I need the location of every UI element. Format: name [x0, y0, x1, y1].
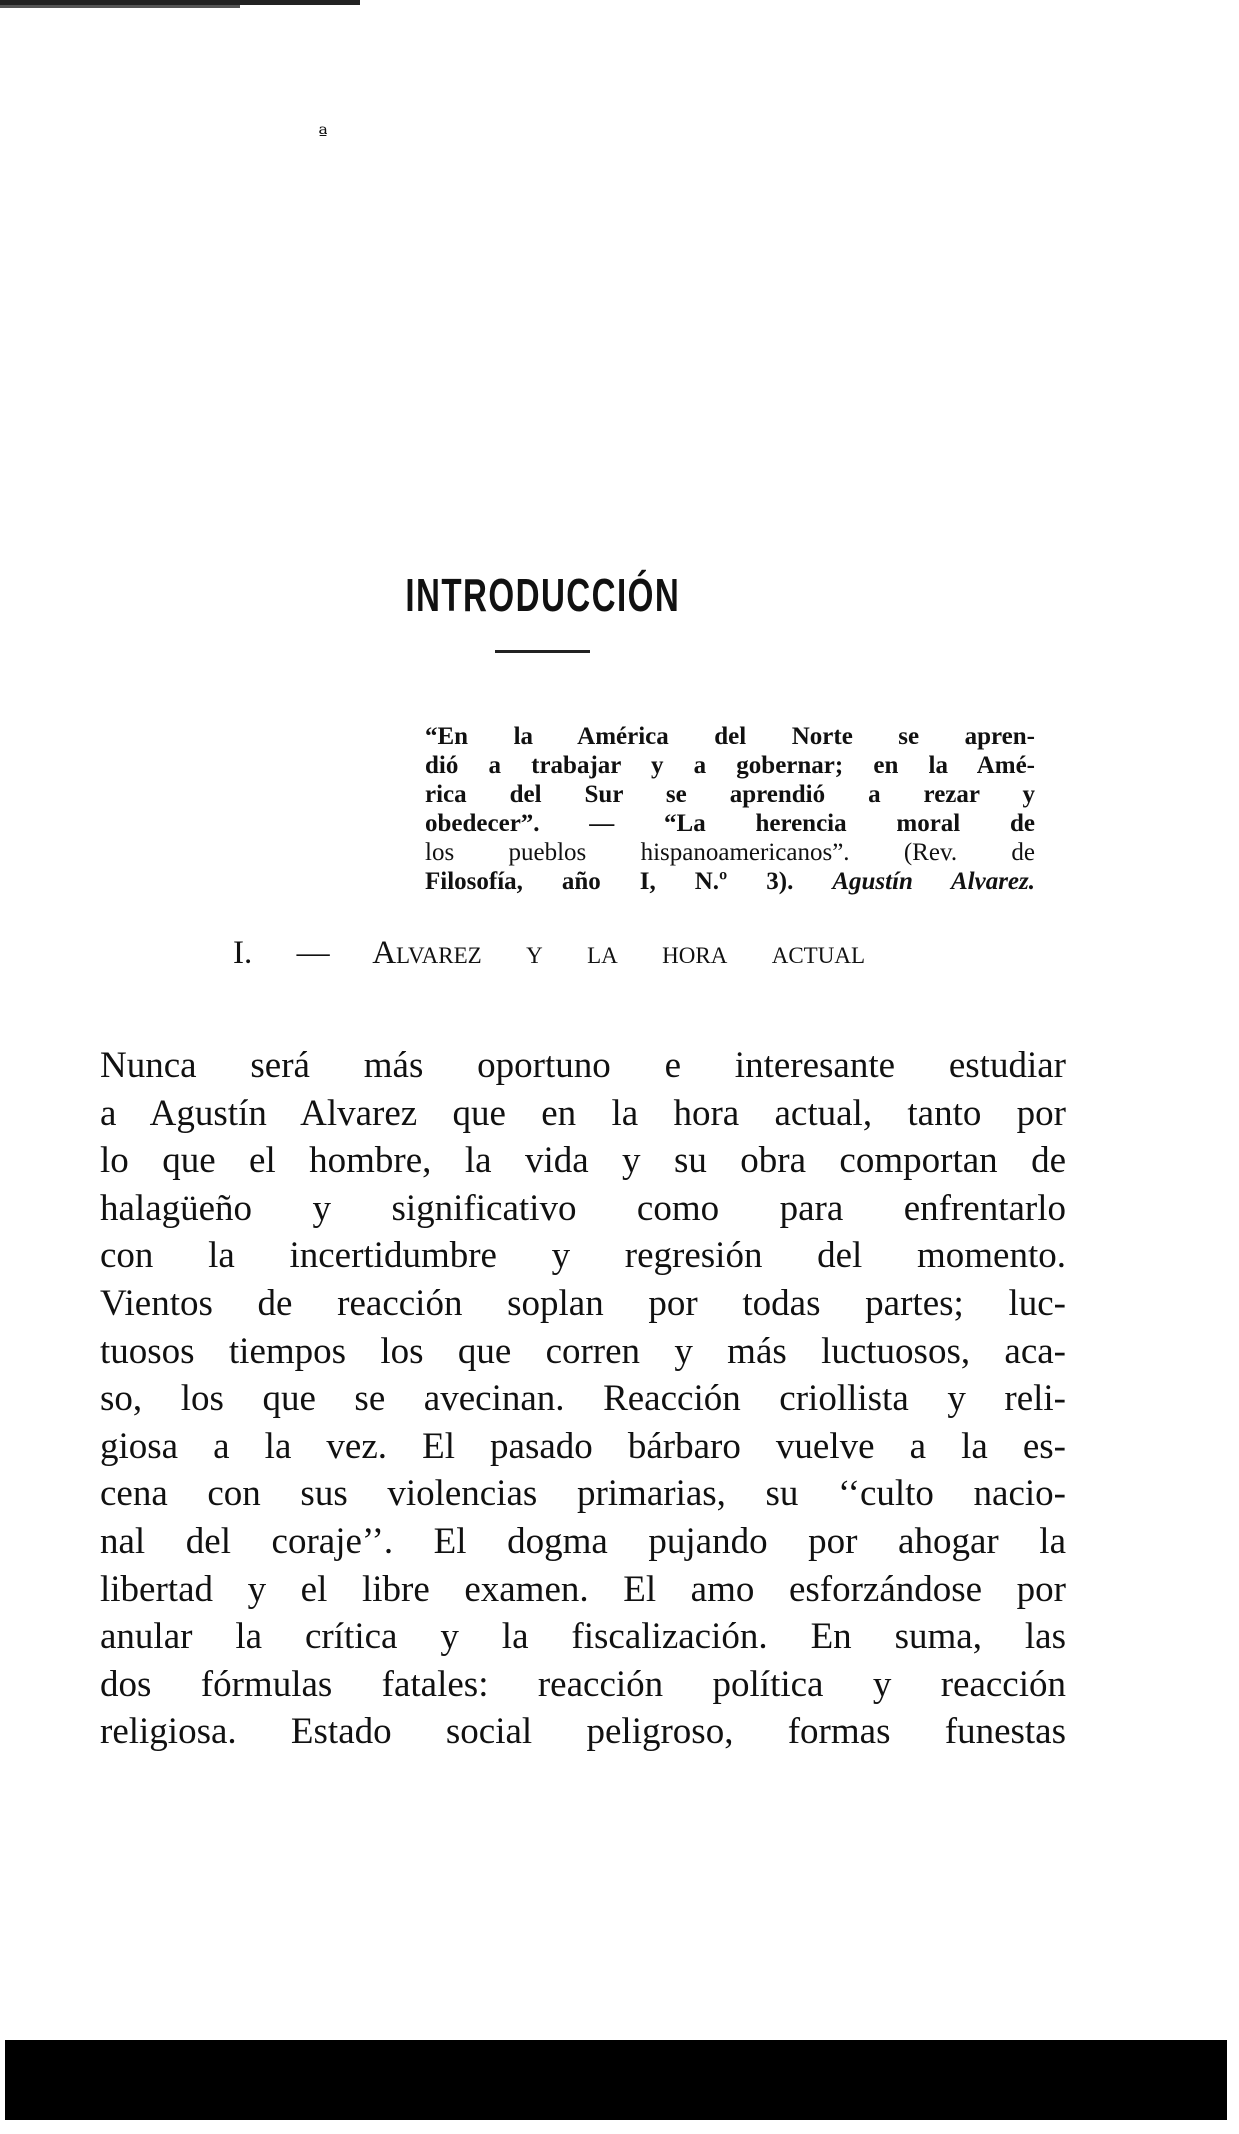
- body-line: dos fórmulas fatales: reacción política y reacción: [100, 1663, 1066, 1705]
- body-line: con la incertidumbre y regresión del momento.: [100, 1235, 1066, 1277]
- body-line: halagüeño y significativo como para enfrentarlo: [100, 1187, 1066, 1229]
- body-line: religiosa. Estado social peligroso, formas funestas: [100, 1711, 1066, 1753]
- body-line: giosa a la vez. El pasado bárbaro vuelve a la es-: [100, 1425, 1066, 1467]
- body-line: anular la crítica y la fiscalización. En suma, las: [100, 1616, 1066, 1658]
- body-line: Vientos de reacción soplan por todas partes; luc-: [100, 1282, 1066, 1324]
- epigraph-line: los pueblos hispanoamericanos”. (Rev. de: [425, 839, 1035, 866]
- body-line: nal del coraje’’. El dogma pujando por ahogar la: [100, 1520, 1066, 1562]
- body-line: a Agustín Alvarez que en la hora actual, tanto por: [100, 1092, 1066, 1134]
- body-line: cena con sus violencias primarias, su ‘‘culto nacio-: [100, 1473, 1066, 1515]
- epigraph-author: Agustín Alvarez.: [832, 868, 1036, 895]
- body-line: so, los que se avecinan. Reacción criollista y reli-: [100, 1378, 1066, 1420]
- epigraph-line: “En la América del Norte se apren-: [425, 723, 1035, 750]
- chapter-title: INTRODUCCIÓN: [405, 569, 681, 621]
- section-heading: I. — Alvarez y la hora actual: [233, 935, 865, 971]
- printer-mark: ª: [318, 122, 328, 146]
- epigraph-line-last: [425, 867, 1035, 896]
- scan-edge-bottom: [5, 2040, 1227, 2120]
- epigraph-citation: Filosofía, año I, N.º 3).: [425, 868, 794, 895]
- body-line: tuosos tiempos los que corren y más luctuosos, aca-: [100, 1330, 1066, 1372]
- body-line: libertad y el libre examen. El amo esforzándose por: [100, 1568, 1066, 1610]
- body-line: Nunca será más oportuno e interesante estudiar: [100, 1045, 1066, 1086]
- scan-edge-top-shadow: [0, 5, 240, 8]
- epigraph: [425, 722, 1035, 896]
- epigraph-line: obedecer”. — “La herencia moral de: [425, 810, 1035, 837]
- epigraph-line: rica del Sur se aprendió a rezar y: [425, 781, 1035, 808]
- body-text: [100, 1042, 1066, 1756]
- title-rule: [495, 650, 590, 653]
- body-line: lo que el hombre, la vida y su obra comportan de: [100, 1140, 1066, 1182]
- epigraph-line: dió a trabajar y a gobernar; en la Amé-: [425, 752, 1035, 779]
